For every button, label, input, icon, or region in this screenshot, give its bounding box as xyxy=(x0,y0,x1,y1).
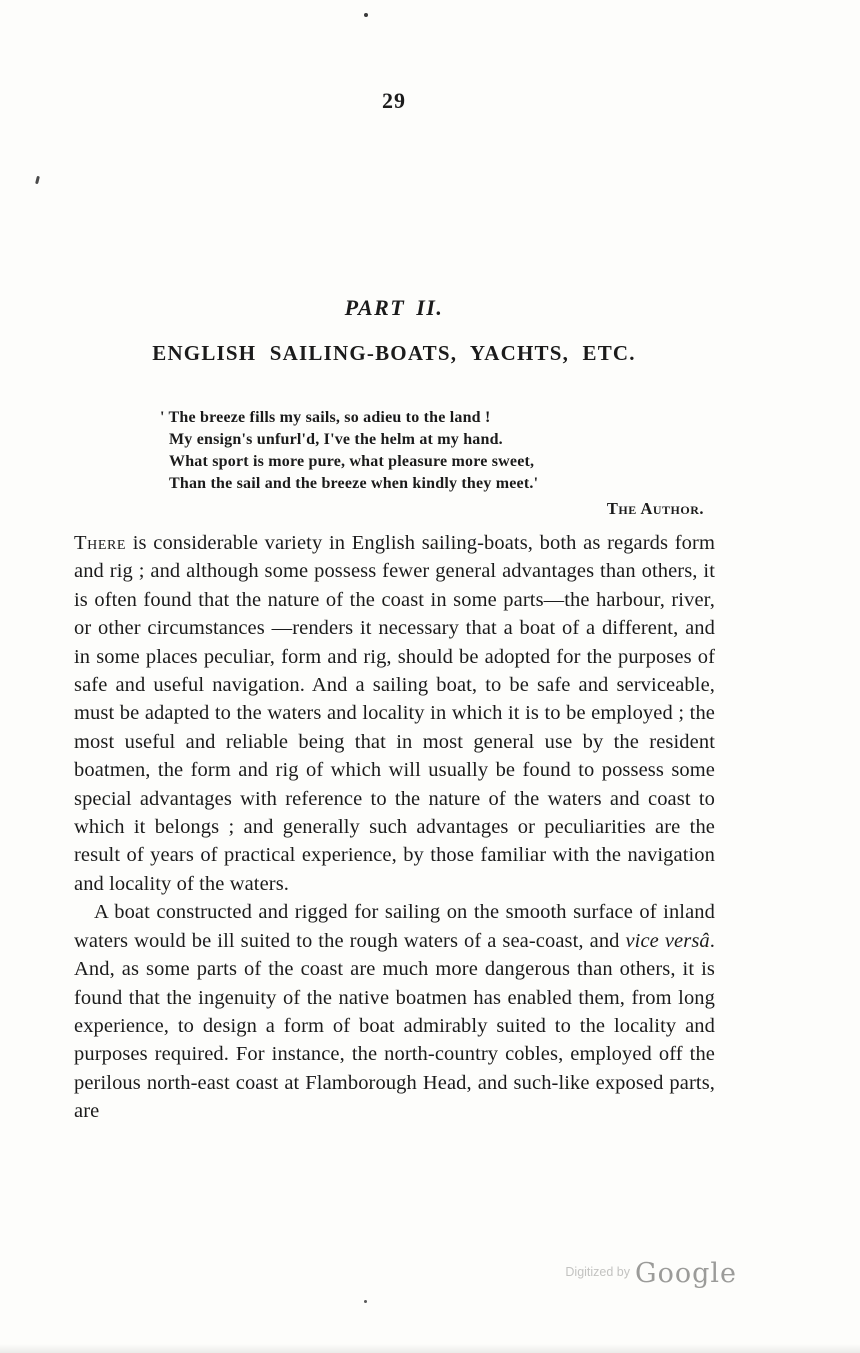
google-logo: Google xyxy=(635,1258,737,1289)
epigraph xyxy=(160,407,708,520)
paragraph-2-text: . And, as some parts of the coast are much more dangerous than others, it is found that the ingenuity of the native boatmen has enabled them, from long experience, to design a form of boat admirably suited to the locality and purposes required. For instance, the north-country cobles, employed off the perilous north-east coast at Flamborough Head, and such-like exposed parts, are xyxy=(74,929,715,1123)
scan-artifact-bottom xyxy=(364,1300,367,1303)
part-heading: PART II. xyxy=(344,295,444,320)
paragraph-1-text: is considerable variety in English sailing-boats, both as regards form and rig ; and although some possess fewer general advantages than others, it is often found that the nature of the coast in some parts—the harbour, river, or other circumstances —renders it necessary that a boat of a different, and in some places peculiar, form and rig, should be adopted for the purposes of safe and useful navigation. And a sailing boat, to be safe and serviceable, must be adapted to the waters and locality in which it is to be employed ; the most useful and reliable being that in most general use by the resident boatmen, the form and rig of which will usually be found to possess some special advantages with reference to the nature of the waters and coast to which it belongs ; and generally such advantages or peculiarities are the result of years of practical experience, by those familiar with the navigation and locality of the waters. xyxy=(74,532,715,895)
lead-word: There xyxy=(74,532,127,554)
footer xyxy=(0,1258,737,1289)
chapter-title: ENGLISH SAILING-BOATS, YACHTS, ETC. xyxy=(152,341,636,365)
epigraph-line: My ensign's unfurl'd, I've the helm at my hand. xyxy=(169,431,503,448)
scan-artifact-left xyxy=(35,176,40,184)
body-text xyxy=(74,529,715,1126)
epigraph-line: ' The breeze fills my sails, so adieu to the land ! xyxy=(160,409,491,426)
epigraph-attribution: The Author. xyxy=(606,499,704,518)
page-number: 29 xyxy=(382,88,406,113)
paragraph-1 xyxy=(74,529,715,898)
digitized-by-label: Digitized by xyxy=(565,1265,631,1279)
paragraph-2 xyxy=(74,898,715,1125)
scan-artifact-top xyxy=(364,13,368,17)
paragraph-2-text: A boat constructed and rigged for sailing on the smooth surface of inland waters would be ill suited to the rough waters of a sea-coast, and xyxy=(74,901,715,952)
paragraph-2-italic-phrase: vice versâ xyxy=(625,929,710,952)
epigraph-line: Than the sail and the breeze when kindly they meet.' xyxy=(169,475,539,492)
epigraph-line: What sport is more pure, what pleasure more sweet, xyxy=(169,453,535,470)
